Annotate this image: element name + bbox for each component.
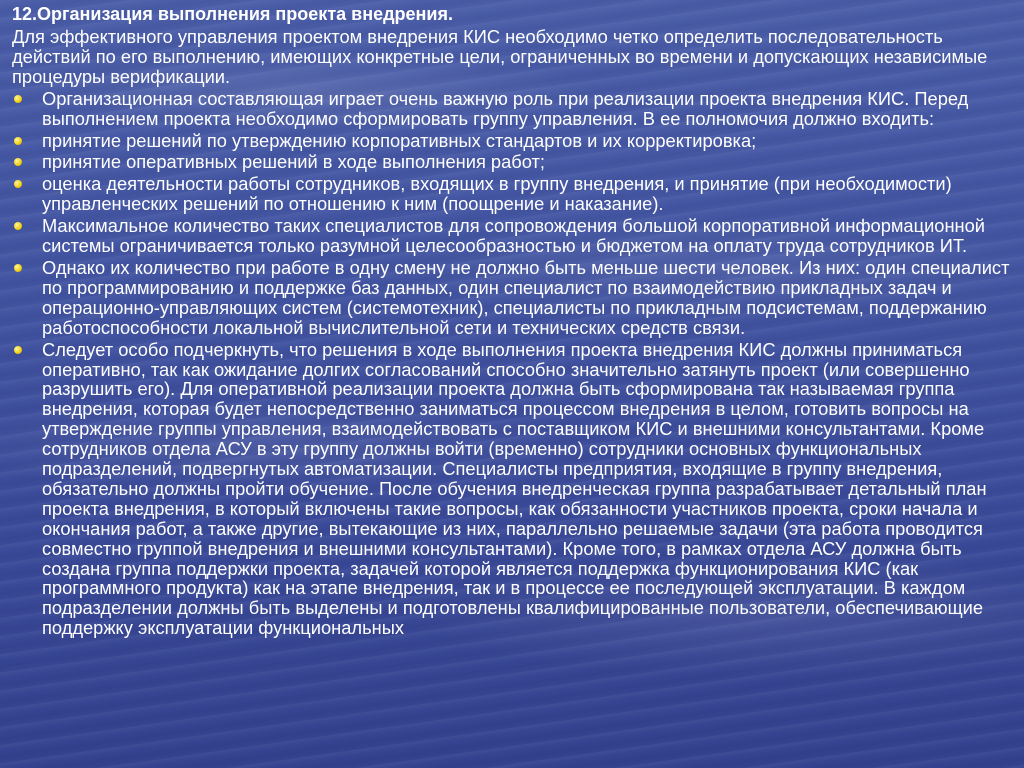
intro-paragraph: Для эффективного управления проектом внедрения КИС необходимо четко определить последовательность действий по его выполнению, имеющих конкретные цели, ограниченных во времени и допускающих независимые процедуры верификации. bbox=[12, 26, 988, 87]
bullet-text: Организационная составляющая играет очень важную роль при реализации проекта внедрения КИС. Перед выполнением проекта необходимо сформировать группу управления. В ее полномочия должно входить: bbox=[42, 87, 969, 129]
bullet-icon bbox=[14, 346, 22, 354]
bullet-item bbox=[12, 152, 1012, 172]
bullet-item bbox=[12, 131, 1012, 151]
bullet-icon bbox=[14, 264, 22, 272]
slide-body bbox=[12, 27, 1012, 640]
bullet-icon bbox=[14, 95, 22, 103]
bullet-item bbox=[12, 89, 1012, 129]
bullet-text: Максимальное количество таких специалистов для сопровождения большой корпоративной информационной системы ограничивается только разумной целесообразностью и бюджетом на оплату труда сотрудников ИТ. bbox=[42, 215, 986, 257]
bullet-item bbox=[12, 258, 1012, 338]
bullet-item bbox=[12, 174, 1012, 214]
bullet-icon bbox=[14, 137, 22, 145]
bullet-item bbox=[12, 340, 1012, 639]
bullet-text: принятие оперативных решений в ходе выполнения работ; bbox=[42, 151, 545, 173]
bullet-icon bbox=[14, 222, 22, 230]
bullet-item bbox=[12, 216, 1012, 256]
bullet-icon bbox=[14, 180, 22, 188]
bullet-text: оценка деятельности работы сотрудников, входящих в группу внедрения, и принятие (при необходимости) управленческих решений по отношению к ним (поощрение и наказание). bbox=[42, 173, 952, 215]
slide-title: 12.Организация выполнения проекта внедрения. bbox=[12, 4, 453, 24]
bullet-text: Однако их количество при работе в одну смену не должно быть меньше шести человек. Из них: один специалист по программированию и поддержке баз данных, один специалист по взаимодействию прикладных задач и операционно-управляющих систем (системотехник), специалисты по прикладным подсистемам, поддержанию работоспособности локальной вычислительной сети и технических средств связи. bbox=[42, 256, 1010, 338]
bullet-text: Следует особо подчеркнуть, что решения в ходе выполнения проекта внедрения КИС должны приниматься оперативно, так как ожидание долгих согласований способно значительно затянуть проект (или совершенно разрушить его). Для оперативной реализации проекта должна быть сформирована так называемая группа внедрения, которая будет непосредственно заниматься процессом внедрения в целом, готовить вопросы на утверждение группы управления, взаимодействовать с поставщиком КИС и внешними консультантами. Кроме сотрудников отдела АСУ в эту группу должны войти (временно) сотрудники основных функциональных подразделений, подвергнутых автоматизации. Специалисты предприятия, входящие в группу внедрения, обязательно должны пройти обучение. После обучения внедренческая группа разрабатывает детальный план проекта внедрения, в который включены такие вопросы, как обязанности участников проекта, сроки начала и окончания работ, а также другие, вытекающие из них, параллельно решаемые задачи (эта работа проводится совместно группой внедрения и внешними консультантами). Кроме того, в рамках отдела АСУ должна быть создана группа поддержки проекта, задачей которой является поддержка функционирования КИС (как программного продукта) как на этапе внедрения, так и в процессе ее последующей эксплуатации. В каждом подразделении должны быть выделены и подготовлены квалифицированные пользователи, обеспечивающие поддержку эксплуатации функциональных bbox=[42, 338, 987, 639]
bullet-icon bbox=[14, 158, 22, 166]
bullet-text: принятие решений по утверждению корпоративных стандартов и их корректировка; bbox=[42, 129, 757, 151]
